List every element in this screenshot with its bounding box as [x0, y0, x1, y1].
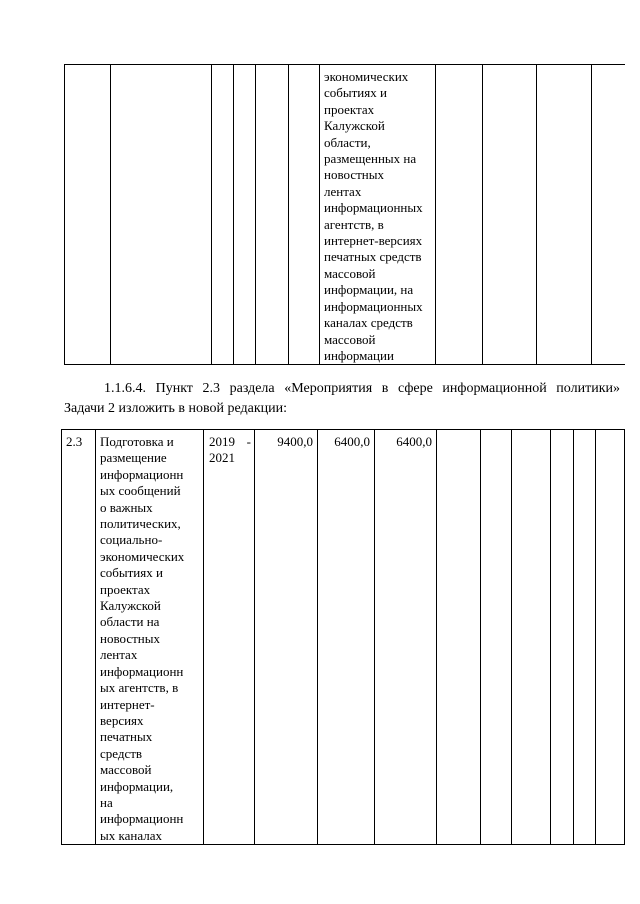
- description-cell: [320, 65, 436, 365]
- table-cell: [436, 65, 483, 365]
- table-cell: [256, 65, 289, 365]
- total-value: 9400,0: [277, 434, 313, 449]
- item-number-cell: [62, 430, 96, 845]
- table-cell: [481, 430, 512, 845]
- table-cell: [65, 65, 111, 365]
- table-cell: [537, 65, 592, 365]
- table-cell: [212, 65, 234, 365]
- table-cell: [551, 430, 574, 845]
- description-text: Подготовка и размещение информационн ых сообщений о важных политических, социально- экономических событиях и проектах Калужской области на новостных лентах информационн ых агентств, в интернет- версиях печатных средств массовой информации, на информационн ых каналах: [100, 434, 185, 843]
- continued-table: [64, 64, 625, 365]
- table-cell: [592, 65, 625, 365]
- description-cell: [96, 430, 204, 845]
- value-2: 6400,0: [334, 434, 370, 449]
- table-cell: [437, 430, 481, 845]
- value-cell: [375, 430, 437, 845]
- years-end: 2021: [209, 450, 235, 466]
- table-cell: [596, 430, 625, 845]
- value-cell: [318, 430, 375, 845]
- years-start: 2019: [209, 434, 235, 449]
- total-cell: [255, 430, 318, 845]
- table-cell: [111, 65, 212, 365]
- item-number: 2.3: [66, 434, 83, 449]
- table-cell: [512, 430, 551, 845]
- description-text: экономических событиях и проектах Калужской области, размещенных на новостных лентах информационных агентств, в интернет-версиях печатных средств массовой информации, на информационных каналах средств массовой информации: [324, 69, 423, 363]
- table-cell: [289, 65, 320, 365]
- years-cell: [204, 430, 255, 845]
- table-row: [62, 430, 625, 845]
- value-3: 6400,0: [396, 434, 432, 449]
- table-cell: [234, 65, 256, 365]
- paragraph-line-1: 1.1.6.4. Пункт 2.3 раздела «Мероприятия в сфере информационной политики»: [104, 381, 620, 396]
- table-row: [65, 65, 625, 365]
- table-cell: [574, 430, 596, 845]
- years-dash: -: [246, 434, 251, 449]
- amendment-paragraph: [64, 379, 620, 419]
- paragraph-line-2: Задачи 2 изложить в новой редакции:: [64, 401, 288, 416]
- table-cell: [483, 65, 537, 365]
- new-edition-table: [61, 429, 625, 845]
